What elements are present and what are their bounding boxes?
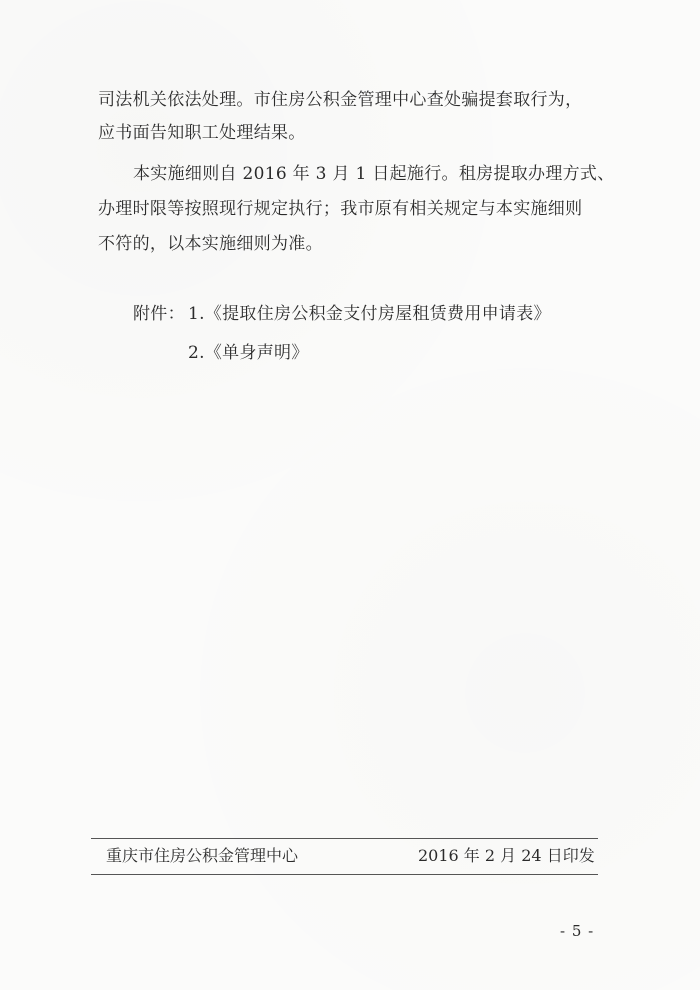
footer-top-rule	[91, 838, 598, 839]
paragraph-line-5: 不符的，以本实施细则为准。	[98, 234, 323, 254]
attachment-item-2: 2.《单身声明》	[188, 343, 309, 363]
issuer-name: 重庆市住房公积金管理中心	[106, 846, 299, 865]
attachment-label: 附件：	[133, 304, 185, 324]
paragraph-line-1: 司法机关依法处理。市住房公积金管理中心查处骗提套取行为，	[98, 90, 583, 110]
attachment-item-1: 1.《提取住房公积金支付房屋租赁费用申请表》	[188, 304, 551, 324]
paragraph-line-3: 本实施细则自 2016 年 3 月 1 日起施行。租房提取办理方式、	[133, 164, 615, 184]
paragraph-line-2: 应书面告知职工处理结果。	[98, 123, 306, 143]
paragraph-line-4: 办理时限等按照现行规定执行；我市原有相关规定与本实施细则	[98, 199, 583, 219]
footer-bottom-rule	[91, 874, 598, 875]
page-number: - 5 -	[560, 922, 595, 940]
issue-date: 2016 年 2 月 24 日印发	[418, 846, 595, 865]
